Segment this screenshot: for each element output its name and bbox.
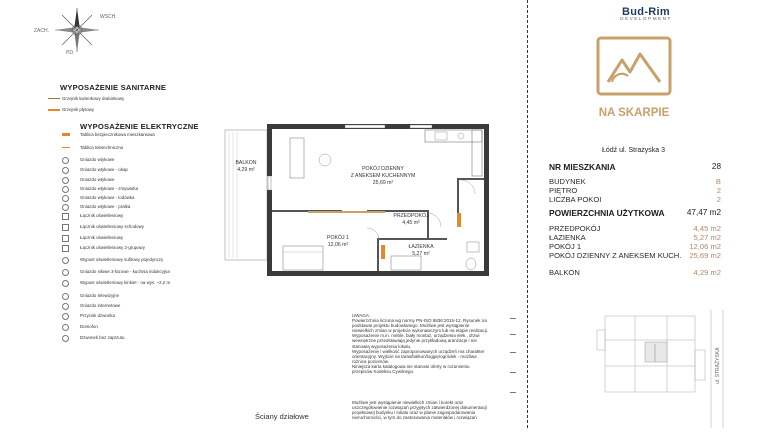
- hob-icon: [458, 133, 464, 139]
- notes-title: UWAGA:: [352, 313, 371, 318]
- living-room-name: POKÓJ DZIENNY: [362, 166, 404, 172]
- toilet-icon: [466, 258, 476, 270]
- room-name: PRZEDPOKÓJ: [549, 224, 601, 233]
- kitchen-counter: [425, 130, 482, 142]
- balcony-row: [549, 268, 721, 278]
- circle-icon: [62, 177, 69, 184]
- room-name: POKÓJ DZIENNY Z ANEKSEM KUCH.: [549, 251, 682, 260]
- building-label: BUDYNEK: [549, 177, 586, 186]
- lamp-icon: [62, 280, 69, 287]
- apartment-number-row: [549, 162, 721, 172]
- brand-name: Bud-Rim: [622, 6, 670, 18]
- circle-icon: [62, 204, 69, 211]
- balcony-outline: [225, 130, 267, 260]
- room-area: 25,69 m2: [689, 251, 721, 260]
- address: Łódź ul. Strażyska 3: [602, 147, 666, 154]
- balcony-railing: [229, 132, 237, 258]
- electrical-legend-title: WYPOSAŻENIE ELEKTRYCZNE: [80, 122, 199, 131]
- balcony-value: 4,29 m2: [693, 268, 721, 277]
- notes-line: Wyposażenie i wielkość zaproponowanych urządzeń ma charakter: [352, 348, 485, 354]
- window: [410, 125, 432, 128]
- circle-icon: [62, 157, 69, 164]
- room-name: ŁAZIENKA: [549, 233, 586, 242]
- radiator-mark: [381, 245, 385, 259]
- separator-tick: [510, 392, 516, 393]
- notes-line: niewielkich zmian w projekcie wykonawczym lub na etapie realizacji.: [352, 328, 489, 334]
- legend-item: Łącznik oświetleniowy: [80, 213, 124, 218]
- floor-label: PIĘTRO: [549, 186, 578, 195]
- legend-item: Grzejnik płytowy: [62, 107, 94, 112]
- legend-item: Gniazdo siłowe 3-fazowe - kuchnia indukcyjna: [80, 269, 170, 274]
- walls-label: Ściany działowe: [255, 412, 309, 421]
- legend-item: Tablica teletechniczna: [80, 145, 123, 150]
- circle-icon: [62, 195, 69, 202]
- living-room-name-2: Z ANEKSEM KUCHENNYM: [350, 173, 416, 179]
- legend-item: Gniazdo wtykowe - zmywarka: [80, 186, 139, 191]
- floor-value: 2: [716, 186, 721, 195]
- rooms-row: [549, 195, 721, 205]
- room1-name: POKÓJ 1: [327, 235, 349, 241]
- ladder-radiator-icon: [48, 98, 60, 99]
- site-plan: [595, 310, 730, 428]
- bed-icon: [283, 246, 323, 270]
- telecom-board-icon: [62, 147, 70, 148]
- separator-tick: [510, 372, 516, 373]
- notes-line: Niniejsza karta katalogowa nie stanowi oferty w rozumieniu: [352, 363, 470, 369]
- switch-icon: [62, 213, 69, 220]
- brand-header: [596, 6, 696, 22]
- radiator-mark: [457, 213, 461, 227]
- socket3-icon: [62, 269, 69, 276]
- notes-block-2: [352, 400, 520, 420]
- legend-item: Łącznik oświetleniowy: [80, 235, 124, 240]
- window: [345, 125, 385, 128]
- living-room-area: 25,69 m²: [372, 180, 394, 186]
- floor-plan-drawing: [195, 118, 525, 312]
- mountain-logo-icon: [594, 36, 674, 124]
- legend-item: Gniazdo wtykowe - lodówka: [80, 195, 135, 200]
- separator-tick: [510, 318, 516, 319]
- highlight-wall: [308, 211, 385, 213]
- building-value: B: [715, 177, 721, 186]
- notes-line: podstawie projektu budowlanego. Możliwe jest wystąpienie: [352, 323, 470, 329]
- room-name: POKÓJ 1: [549, 242, 582, 251]
- switch-icon: [62, 235, 69, 242]
- circle-icon: [62, 186, 69, 193]
- compass-west-label: ZACH.: [34, 28, 49, 34]
- legend-item: Grzejnik łazienkowy drabinkowy: [62, 96, 125, 101]
- legend-item: Łącznik oświetleniowy schodowy: [80, 224, 144, 229]
- notes-line: Powierzchnia liczona wg normy PN-ISO 9836:2015-12. Rysunek na: [352, 318, 487, 324]
- legend-item: Wypust oświetleniowy kinkiet - na wys. ~2,2 m: [80, 280, 171, 285]
- table-icon: [319, 154, 331, 166]
- kitchen-counter-side: [472, 130, 482, 176]
- balcony-name: BALKON: [235, 160, 257, 166]
- sanitary-legend-title: WYPOSAŻENIE SANITARNE: [60, 83, 167, 92]
- fuse-board-icon: [62, 133, 70, 136]
- circle-icon: [62, 167, 69, 174]
- switch-icon: [62, 245, 69, 252]
- window: [268, 176, 271, 190]
- legend-item: Tablica bezpiecznikowa mieszkaniowa: [80, 132, 155, 137]
- street-label: ul. STRAŻYSKA: [715, 347, 721, 384]
- legend-item: Przycisk dzwonka: [80, 313, 115, 318]
- usable-area-label: POWIERZCHNIA UŻYTKOWA: [549, 208, 665, 218]
- apartment-number-label: NR MIESZKANIA: [549, 162, 616, 172]
- intercom-icon: [62, 324, 69, 331]
- room1-area: 12,06 m²: [327, 242, 349, 248]
- notes-line: różnica poziomów.: [352, 358, 390, 364]
- notes-line: orientacyjny. Wyjście na taras/balkon/loggię/ogródek - możliwa: [352, 353, 477, 359]
- switch-icon: [62, 224, 69, 231]
- panel-radiator-icon: [48, 109, 60, 111]
- bathroom-name: ŁAZIENKA: [408, 244, 434, 250]
- compass-south-label: PD.: [66, 50, 75, 56]
- notes-line: Możliwe jest wystąpienie niewielkich zmian i korekt oraz: [352, 400, 464, 405]
- notes-block: [352, 313, 520, 374]
- notes-line: przepisów Kodeksu Cywilnego.: [352, 369, 415, 375]
- brand-subtitle: DEVELOPMENT: [620, 17, 672, 22]
- site-plan-drawing: [595, 310, 730, 428]
- door-swing: [461, 180, 475, 194]
- hallway-area: 4,45 m²: [402, 220, 420, 226]
- legend-item: Wypust oświetleniowy sufitowy pojedynczy: [80, 257, 164, 262]
- rooms-label: LICZBA POKOI: [549, 195, 602, 204]
- usable-area-value: 47,47 m2: [686, 208, 721, 217]
- tv-icon: [62, 293, 69, 300]
- floor-plan: [195, 118, 525, 312]
- legend-item: Dzwonek bez zaprzutu: [80, 335, 125, 340]
- legend-item: Gniazdo wtykowe - okap: [80, 167, 128, 172]
- room-area: 5,27 m2: [693, 233, 721, 242]
- hallway-name: PRZEDPOKÓJ: [393, 213, 429, 219]
- legend-item: Gniazdo telewizyjne: [80, 293, 120, 298]
- balcony-area: 4,29 m²: [237, 167, 255, 173]
- usable-area-row: [549, 208, 721, 218]
- sofa-icon: [290, 138, 304, 178]
- panel-divider: [527, 0, 528, 428]
- door-swing: [427, 213, 441, 227]
- room-area-row: [549, 251, 721, 261]
- room-area: 4,45 m2: [693, 224, 721, 233]
- legend-item: Łącznik oświetleniowy 2-grupowy: [80, 245, 145, 250]
- project-logo: [594, 36, 674, 124]
- highlighted-unit: [645, 342, 667, 362]
- net-icon: [62, 303, 69, 310]
- compass-rose: [34, 4, 120, 60]
- bathroom-area: 5,27 m²: [412, 251, 430, 257]
- apartment-number: 28: [711, 162, 721, 171]
- balcony-label: BALKON: [549, 268, 580, 277]
- notes-line: wewnętrzne przedstawiają jedynie przykładową aranżacje i nie: [352, 338, 477, 344]
- separator-tick: [510, 334, 516, 335]
- washbasin-icon: [467, 242, 479, 252]
- compass-east-label: WSCH.: [100, 14, 117, 20]
- notes-lines: [352, 318, 520, 374]
- logo-text: NA SKARPIE: [598, 107, 670, 119]
- bell-icon: [62, 313, 69, 320]
- notes-line: projektowej budynku i lokalu oraz w planie zagospodarowania: [352, 410, 476, 416]
- sink-icon: [435, 132, 447, 140]
- notes-line: Wyposażenie m.in. meble, biały montaż, urządzenia elek., drzwi: [352, 333, 480, 339]
- rooms-value: 2: [716, 195, 721, 204]
- lamp-icon: [62, 257, 69, 264]
- bell-icon: [62, 335, 69, 342]
- legend-item: Gniazdo wtykowe - pralka: [80, 204, 131, 209]
- legend-item: Gniazdo wtykowe: [80, 157, 115, 162]
- room-area: 12,06 m2: [689, 242, 721, 251]
- notes-line: uszczegółowienie rozwiązań przyjętych zatwierdzonej dokumentacji: [352, 405, 487, 411]
- legend-item: Domofon: [80, 324, 98, 329]
- separator-tick: [510, 352, 516, 353]
- notes-line: stanowią wyposażenia lokalu.: [352, 343, 412, 349]
- notes-line: nieruchomości, w tym do zastosowania materiałów i rozwiązań: [352, 415, 477, 421]
- legend-item: Gniazdo wtykowe: [80, 177, 115, 182]
- partition-walls: [272, 178, 484, 271]
- bathtub-icon: [391, 256, 421, 270]
- legend-item: Gniazdo internetowe: [80, 303, 121, 308]
